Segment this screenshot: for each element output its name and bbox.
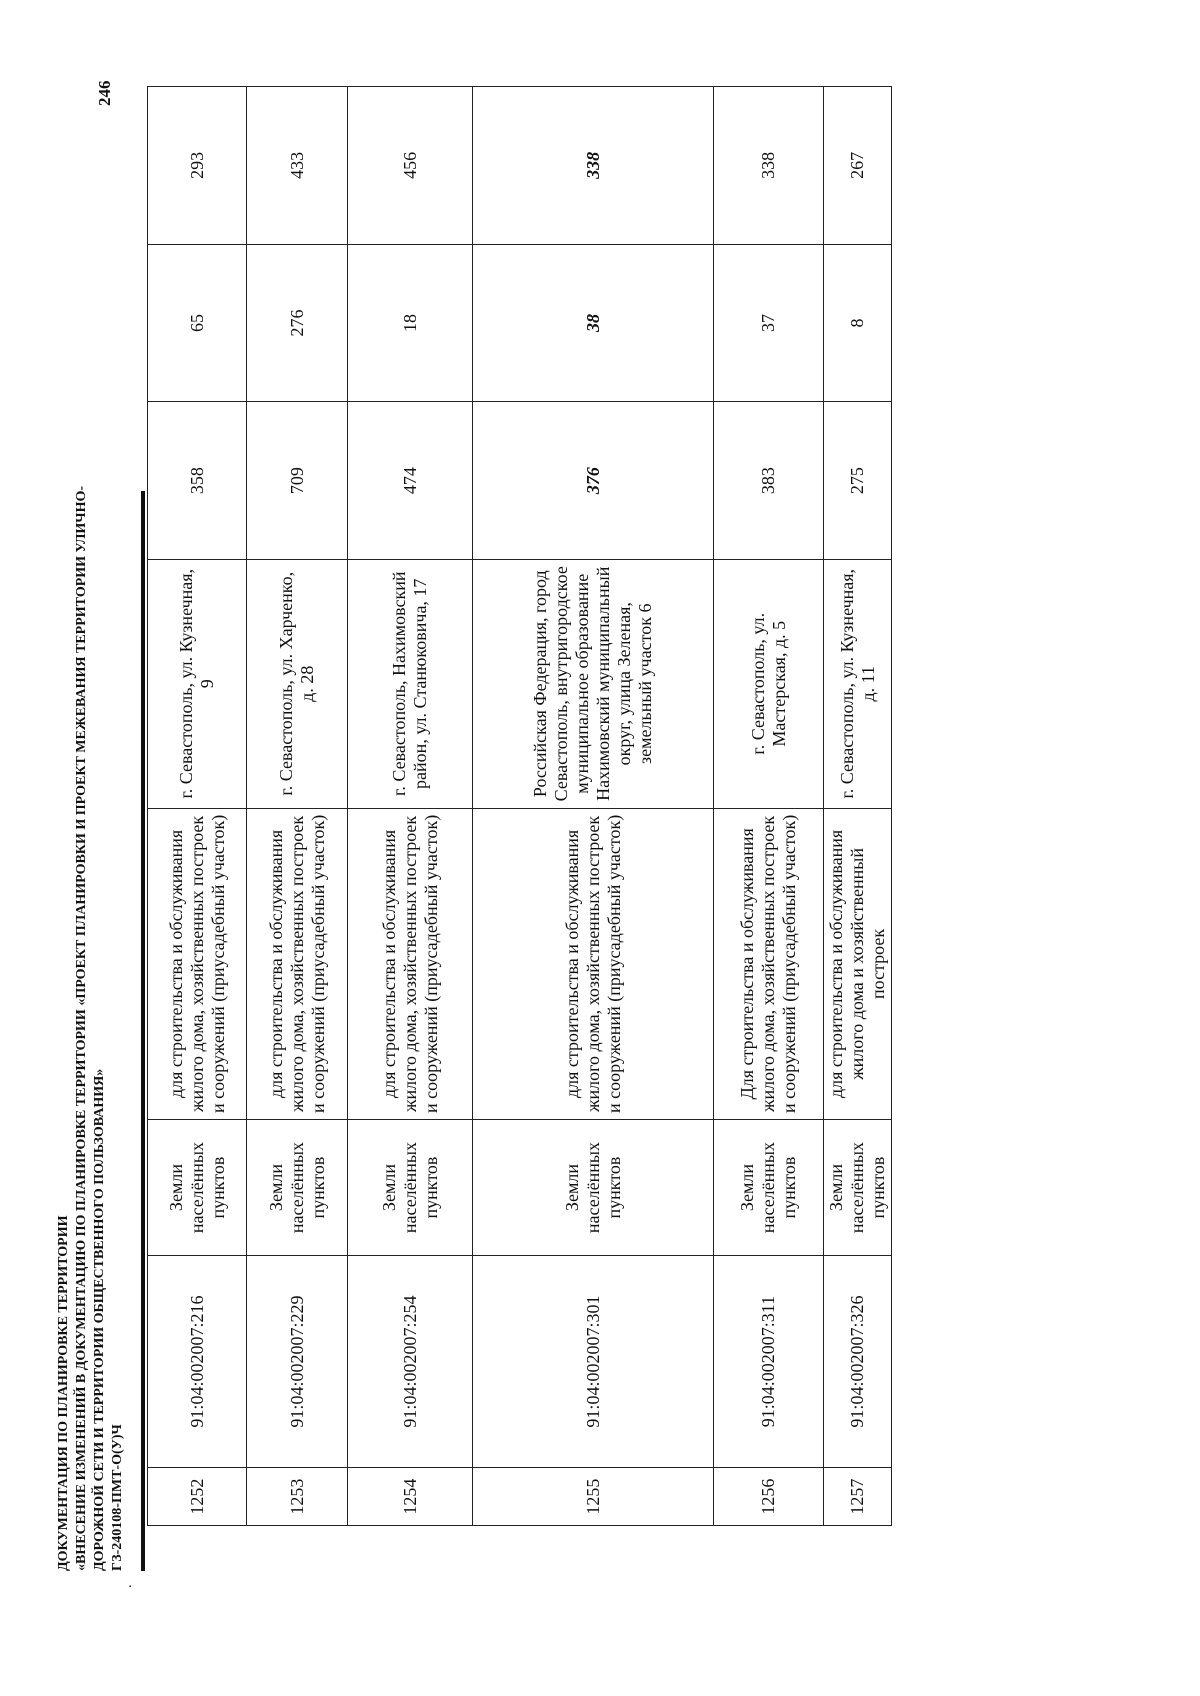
address: г. Севастополь, ул. Кузнечная, 9	[148, 559, 247, 808]
area-value: 37	[714, 244, 824, 402]
stray-mark: .	[120, 1584, 135, 1588]
area-value: 18	[348, 244, 473, 402]
area-value: 338	[714, 87, 824, 245]
permitted-use: для строительства и обслуживания жилого дома, хозяйственных построек и сооружений (приусадебный участок)	[148, 808, 247, 1120]
header-line-1: ДОКУМЕНТАЦИЯ ПО ПЛАНИРОВКЕ ТЕРРИТОРИИ	[56, 1215, 71, 1571]
area-value: 8	[824, 244, 892, 402]
table-row	[247, 87, 348, 1526]
address: Российская Федерация, город Севастополь, внутригородское муниципальное образование Нахимовский муниципальный округ, улица Зеленая, земельный участок 6	[473, 559, 714, 808]
cadastral-number: 91:04:002007:311	[714, 1255, 824, 1467]
table-row	[148, 87, 247, 1526]
permitted-use: Для строительства и обслуживания жилого дома, хозяйственных построек и сооружений (приусадебный участок)	[714, 808, 824, 1120]
cadastral-number: 91:04:002007:229	[247, 1255, 348, 1467]
row-number: 1257	[824, 1468, 892, 1526]
cadastral-number: 91:04:002007:326	[824, 1255, 892, 1467]
row-number: 1252	[148, 1468, 247, 1526]
area-value: 338	[473, 87, 714, 245]
document-header	[55, 471, 127, 1571]
area-value: 709	[247, 402, 348, 560]
row-number: 1254	[348, 1468, 473, 1526]
area-value: 433	[247, 87, 348, 245]
header-line-4: ГЗ-240108-ПМТ-О(У)Ч	[110, 1424, 125, 1571]
land-category: Земли населённых пунктов	[148, 1120, 247, 1256]
permitted-use: для строительства и обслуживания жилого дома, хозяйственных построек и сооружений (приусадебный участок)	[473, 808, 714, 1120]
land-category: Земли населённых пунктов	[247, 1120, 348, 1256]
address: г. Севастополь, ул. Мастерская, д. 5	[714, 559, 824, 808]
cadastral-number: 91:04:002007:254	[348, 1255, 473, 1467]
area-value: 65	[148, 244, 247, 402]
address: г. Севастополь, Нахимовский район, ул. Станюковича, 17	[348, 559, 473, 808]
area-value: 358	[148, 402, 247, 560]
address: г. Севастополь, ул. Харченко, д. 28	[247, 559, 348, 808]
area-value: 293	[148, 87, 247, 245]
permitted-use: для строительства и обслуживания жилого дома, хозяйственных построек и сооружений (приусадебный участок)	[247, 808, 348, 1120]
table-row	[824, 87, 892, 1526]
permitted-use: для строительства и обслуживания жилого дома, хозяйственных построек и сооружений (приусадебный участок)	[348, 808, 473, 1120]
parcel-table	[147, 86, 892, 1526]
area-value: 267	[824, 87, 892, 245]
table-row	[348, 87, 473, 1526]
land-category: Земли населённых пунктов	[473, 1120, 714, 1256]
area-value: 474	[348, 402, 473, 560]
header-line-2: «ВНЕСЕНИЕ ИЗМЕНЕНИЙ В ДОКУМЕНТАЦИЮ ПО ПЛАНИРОВКЕ ТЕРРИТОРИИ «ПРОЕКТ ПЛАНИРОВКИ И ПРОЕКТ МЕЖЕВАНИЯ ТЕРРИТОРИИ УЛИЧНО-	[74, 485, 89, 1571]
area-value: 276	[247, 244, 348, 402]
area-value: 456	[348, 87, 473, 245]
land-category: Земли населённых пунктов	[348, 1120, 473, 1256]
address: г. Севастополь, ул. Кузнечная, д. 11	[824, 559, 892, 808]
land-category: Земли населённых пунктов	[714, 1120, 824, 1256]
cadastral-number: 91:04:002007:216	[148, 1255, 247, 1467]
area-value: 383	[714, 402, 824, 560]
page-number: 246	[95, 80, 114, 106]
cadastral-number: 91:04:002007:301	[473, 1255, 714, 1467]
row-number: 1255	[473, 1468, 714, 1526]
land-category: Земли населённых пунктов	[824, 1120, 892, 1256]
row-number: 1253	[247, 1468, 348, 1526]
permitted-use: для строительства и обслуживания жилого дома и хозяйственный построек	[824, 808, 892, 1120]
table-row	[714, 87, 824, 1526]
header-rule	[141, 491, 145, 1571]
area-value: 376	[473, 402, 714, 560]
header-line-3: ДОРОЖНОЙ СЕТИ И ТЕРРИТОРИИ ОБЩЕСТВЕННОГО ПОЛЬЗОВАНИЯ»	[92, 1068, 107, 1571]
row-number: 1256	[714, 1468, 824, 1526]
area-value: 38	[473, 244, 714, 402]
table-row	[473, 87, 714, 1526]
area-value: 275	[824, 402, 892, 560]
